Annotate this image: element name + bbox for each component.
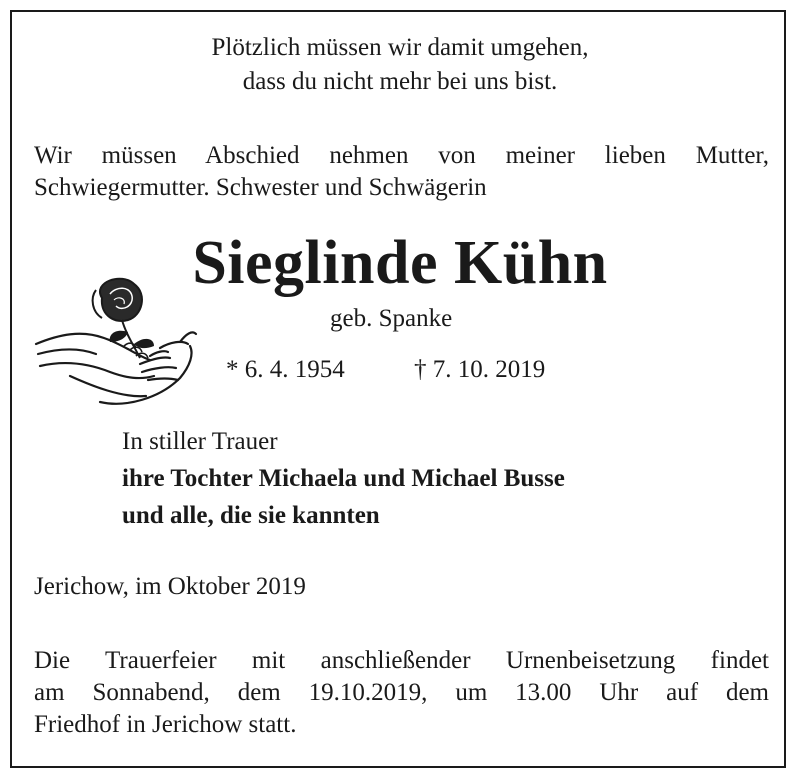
farewell-line-1: Wir müssen Abschied nehmen von meiner lieben Mutter, — [34, 142, 769, 169]
place-date: Jerichow, im Oktober 2019 — [34, 573, 306, 600]
funeral-line-1: Die Trauerfeier mit anschließender Urnenbeisetzung findet — [34, 647, 769, 674]
intro-line-2: dass du nicht mehr bei uns bist. — [242, 68, 558, 95]
family-line-2: und alle, die sie kannten — [122, 502, 380, 529]
mourning-line: In stiller Trauer — [122, 428, 278, 455]
funeral-line-2: am Sonnabend, dem 19.10.2019, um 13.00 Uhr auf dem — [34, 679, 769, 706]
deceased-name: Sieglinde Kühn — [192, 229, 608, 297]
death-date: † 7. 10. 2019 — [414, 356, 546, 383]
funeral-text — [34, 645, 769, 741]
farewell-line-2: Schwiegermutter. Schwester und Schwägerin — [34, 174, 487, 201]
intro-line-1: Plötzlich müssen wir damit umgehen, — [211, 34, 589, 61]
birth-date: * 6. 4. 1954 — [226, 356, 345, 383]
birth-name: geb. Spanke — [330, 305, 453, 332]
rose-in-hands-icon — [30, 268, 200, 413]
funeral-line-3: Friedhof in Jerichow statt. — [34, 711, 297, 738]
family-line-1: ihre Tochter Michaela und Michael Busse — [122, 465, 565, 492]
farewell-text — [34, 140, 769, 204]
